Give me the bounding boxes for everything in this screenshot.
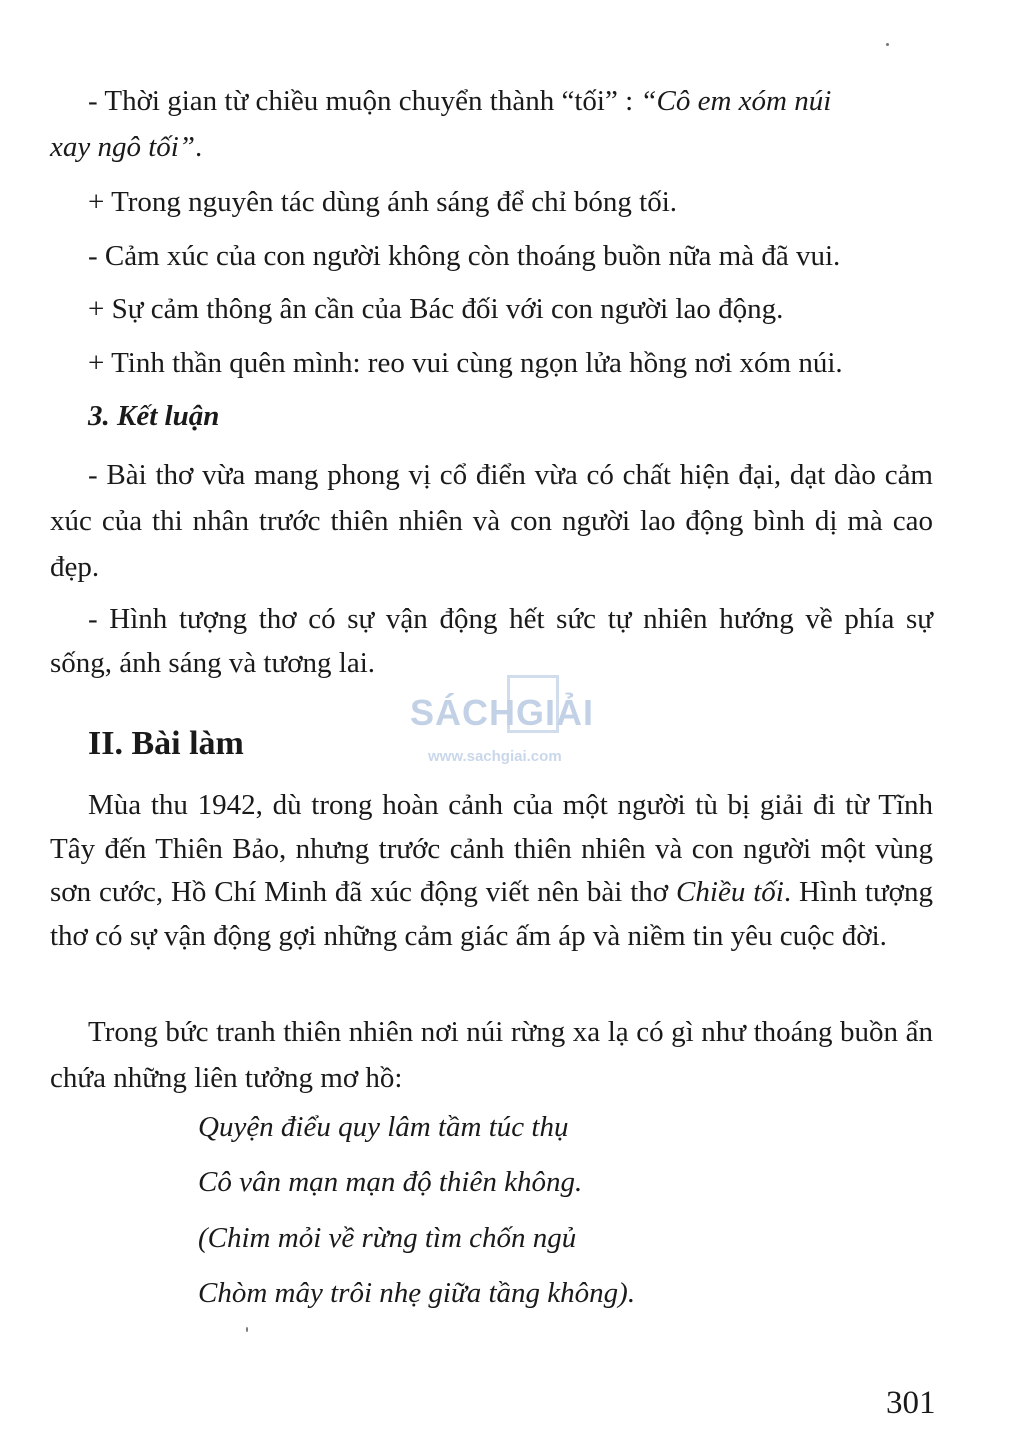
essay-p1-text-end: . Hình tượng thơ có sự vận động gợi những cảm giác ấm áp và niềm tin yêu cuộc đời. (50, 876, 933, 952)
essay-heading: II. Bài làm (88, 725, 244, 762)
outline-bullet-4: + Tinh thần quên mình: reo vui cùng ngọn lửa hồng nơi xóm núi. (88, 347, 843, 379)
outline-bullet-2: - Cảm xúc của con người không còn thoáng buồn nữa mà đã vui. (88, 240, 841, 272)
outline-time-text: - Thời gian từ chiều muộn chuyển thành “tối” : (88, 85, 641, 117)
conclusion-heading: 3. Kết luận (88, 400, 220, 432)
scan-speck (246, 1327, 248, 1332)
outline-line-time (88, 84, 831, 119)
page-number: 301 (886, 1385, 936, 1421)
essay-paragraph-1 (50, 784, 933, 958)
essay-paragraph-2: Trong bức tranh thiên nhiên nơi núi rừng xa lạ có gì như thoáng buồn ẩn chứa những liên tưởng mơ hồ: (50, 1016, 933, 1094)
outline-bullet-1: + Trong nguyên tác dùng ánh sáng để chỉ bóng tối. (88, 186, 678, 218)
poem-line-1: Quyện điểu quy lâm tầm túc thụ (198, 1111, 569, 1143)
watermark-url: www.sachgiai.com (428, 748, 562, 765)
watermark-logo (410, 670, 620, 770)
conclusion-point-2: - Hình tượng thơ có sự vận động hết sức tự nhiên hướng về phía sự sống, ánh sáng và tương lai. (50, 603, 933, 679)
scan-speck (886, 43, 889, 46)
outline-bullet-3: + Sự cảm thông ân cần của Bác đối với con người lao động. (88, 293, 784, 325)
watermark-brand: SÁCHGIẢI (410, 692, 595, 733)
punctuation: . (195, 131, 203, 163)
poem-quote-cont: xay ngô tối” (50, 131, 195, 163)
conclusion-point-1: - Bài thơ vừa mang phong vị cổ điển vừa có chất hiện đại, dạt dào cảm xúc của thi nhân trước thiên nhiên và con người lao động bình dị mà cao đẹp. (50, 459, 933, 583)
poem-title: Chiều tối (676, 876, 784, 908)
poem-line-4: Chòm mây trôi nhẹ giữa tầng không). (198, 1277, 636, 1309)
essay-p1-text: Mùa thu 1942, dù trong hoàn cảnh của một người tù bị giải đi từ Tĩnh Tây đến Thiên Bảo, nhưng trước cảnh thiên nhiên và con người một vùng sơn cước, Hồ Chí Minh đã xúc động viết nên bài thơ (50, 789, 933, 908)
poem-line-2: Cô vân mạn mạn độ thiên không. (198, 1166, 583, 1198)
poem-quote: “Cô em xóm núi (640, 85, 832, 117)
outline-line-time-cont (50, 130, 202, 165)
poem-line-3: (Chim mỏi về rừng tìm chốn ngủ (198, 1222, 577, 1254)
